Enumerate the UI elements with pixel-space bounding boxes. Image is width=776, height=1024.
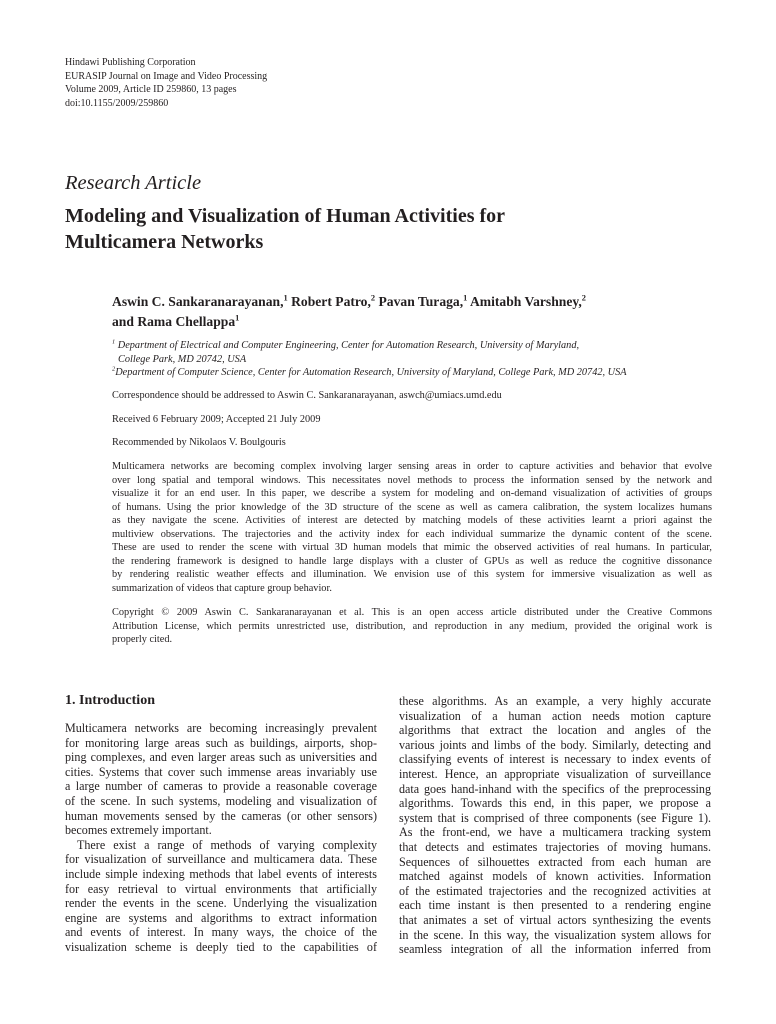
copyright-line: properly cited. — [112, 634, 173, 645]
body-line: of the scene. In such systems, modeling and visualization of — [65, 793, 377, 808]
body-line: that animates a set of virtual actors synthesizing the events — [399, 912, 711, 927]
affil-text: Department of Computer Science, Center for Automation Research, University of Maryland, College Park, MD 20742, USA — [115, 367, 627, 378]
copyright-line: Copyright © 2009 Aswin C. Sankaranarayanan et al. This is an open access article distributed under the Creative Commons — [112, 607, 712, 618]
copyright-line: Attribution License, which permits unrestricted use, distribution, and reproduction in any medium, provided the original work is — [112, 620, 712, 632]
affiliation — [112, 339, 627, 353]
body-line: and events of interest. In many ways, the choice of the — [65, 925, 377, 940]
body-line: algorithms that extract the location and angles of the — [399, 723, 711, 738]
copyright-notice — [112, 606, 712, 647]
affiliation — [112, 366, 627, 380]
abstract-line: These are used to render the scene with virtual 3D human models that mimic the observed activities of real humans. In particular, — [112, 542, 712, 553]
title-line: Modeling and Visualization of Human Activities for — [65, 205, 506, 227]
body-line: There exist a range of methods of varying complexity — [77, 837, 377, 852]
author-name: and Rama Chellappa — [112, 314, 236, 329]
volume-line: Volume 2009, Article ID 259860, 13 pages — [65, 84, 237, 95]
affil-sup: 2 — [112, 365, 116, 373]
body-line: algorithms. Towards this end, in this paper, we propose a — [399, 796, 711, 811]
abstract-line: Multicamera networks are becoming complex involving larger sensing areas in order to capture activities and behavior that evolve — [112, 461, 712, 472]
body-line: visualization of a human action needs motion capture — [399, 708, 711, 723]
body-line: human movements sensed by the cameras (or other sensors) — [65, 808, 377, 823]
author-name: Robert Patro, — [287, 294, 371, 309]
author-line — [112, 312, 586, 332]
paper-title — [65, 203, 505, 255]
received-dates: Received 6 February 2009; Accepted 21 July 2009 — [112, 414, 321, 425]
body-line: a large number of cameras to provide a reasonable coverage — [65, 779, 377, 794]
body-column-left — [65, 721, 377, 955]
affil-text: College Park, MD 20742, USA — [118, 353, 247, 365]
affiliations — [112, 339, 627, 380]
journal-header — [65, 56, 267, 110]
author-affil-sup: 2 — [581, 292, 587, 303]
body-line: for monitoring large areas such as buildings, airports, shop- — [65, 735, 377, 750]
affil-sup: 1 — [112, 338, 116, 346]
article-type: Research Article — [65, 172, 202, 194]
author-affil-sup: 1 — [235, 312, 240, 323]
body-line: visualization scheme is deeply tied to the capabilities of — [65, 939, 377, 954]
body-line: include simple indexing methods that label events of interests — [65, 866, 377, 881]
title-line: Multicamera Networks — [65, 231, 264, 253]
body-line: As the front-end, we have a multicamera tracking system — [399, 825, 711, 840]
body-line: engine are systems and algorithms to extract information — [65, 910, 377, 925]
body-line: Sequences of silhouettes extracted from each human are — [399, 854, 711, 869]
body-line: matched against models of known activities. Information — [399, 869, 711, 884]
body-line: ping complexes, and even larger areas such as universities and — [65, 750, 377, 765]
abstract-line: multiview observations. The trajectories and the activity index for each individual summarize the dynamic content of the scene. — [112, 528, 712, 540]
doi-line[interactable]: doi:10.1155/2009/259860 — [65, 97, 169, 109]
body-line: in the scene. In this way, the visualization system allows for — [399, 927, 711, 942]
author-name: Pavan Turaga, — [375, 294, 464, 309]
author-affil-sup: 1 — [283, 292, 288, 303]
abstract-line: of humans. Using the prior knowledge of the 3D structure of the scene as well as camera calibration, the system localizes humans — [112, 501, 712, 513]
body-line: interest. Hence, an appropriate visualization of surveillance — [399, 766, 711, 781]
body-line: seamless integration of all the information inferred from — [399, 942, 711, 957]
body-line: these algorithms. As an example, a very highly accurate — [399, 694, 711, 708]
body-line: each time instant is then presented to a rendering engine — [399, 898, 711, 913]
body-line: data goes hand-inhand with the specifics of the preprocessing — [399, 781, 711, 796]
publisher-line: Hindawi Publishing Corporation — [65, 57, 196, 68]
abstract-line: over long spatial and temporal windows. This necessitates novel methods to process the information sensed by the network and — [112, 474, 712, 486]
abstract-line: visualize it for an end user. In this paper, we describe a system for modeling and on-demand visualization of activities of groups — [112, 488, 712, 499]
body-line: for easy retrieval to virtual environments that artificially — [65, 881, 377, 896]
abstract-line: the rendering framework is designed to handle large displays with a cluster of GPUs as well as reduce the cognitive dissonance — [112, 555, 712, 567]
body-line: classifying events of interest is necessary to index events of — [399, 752, 711, 767]
author-line — [112, 292, 586, 312]
abstract-line: by rendering realistic weather effects and illumination. We envision use of this system for immersive visualization as well as — [112, 569, 712, 580]
body-line: that detects and estimates trajectories of moving humans. — [399, 839, 711, 854]
affiliation-continued — [112, 353, 627, 367]
journal-line: EURASIP Journal on Image and Video Processing — [65, 70, 268, 82]
body-line: render the events in the scene. Underlying the visualization — [65, 896, 377, 911]
body-line: becomes extremely important. — [65, 823, 212, 838]
body-line: various joints and limbs of the body. Similarly, detecting and — [399, 737, 711, 752]
body-column-right — [399, 694, 711, 957]
body-line: for visualization of surveillance and multicamera data. These — [65, 852, 377, 867]
author-affil-sup: 1 — [463, 292, 468, 303]
abstract-line: as they navigate the scene. Activities of interest are detected by matching models of these activities learnt a priori against the — [112, 515, 712, 526]
author-name: Aswin C. Sankaranarayanan, — [112, 294, 284, 309]
body-line: system that is comprised of three components (see Figure 1). — [399, 810, 711, 825]
abstract-line: summarization of videos that capture group behavior. — [112, 582, 332, 594]
body-line: Multicamera networks are becoming increasingly prevalent — [65, 721, 377, 735]
author-affil-sup: 2 — [370, 292, 376, 303]
body-line: of the estimated trajectories and the recognized activities at — [399, 883, 711, 898]
recommended-by: Recommended by Nikolaos V. Boulgouris — [112, 437, 286, 448]
correspondence: Correspondence should be addressed to Aswin C. Sankaranarayanan, aswch@umiacs.umd.edu — [112, 390, 502, 401]
affil-text: Department of Electrical and Computer Engineering, Center for Automation Research, University of Maryland, — [117, 340, 580, 351]
author-list — [112, 292, 586, 332]
abstract — [112, 460, 712, 595]
body-line: cities. Systems that cover such immense areas invariably use — [65, 764, 377, 779]
section-heading: 1. Introduction — [65, 693, 155, 708]
author-name: Amitabh Varshney, — [467, 294, 582, 309]
